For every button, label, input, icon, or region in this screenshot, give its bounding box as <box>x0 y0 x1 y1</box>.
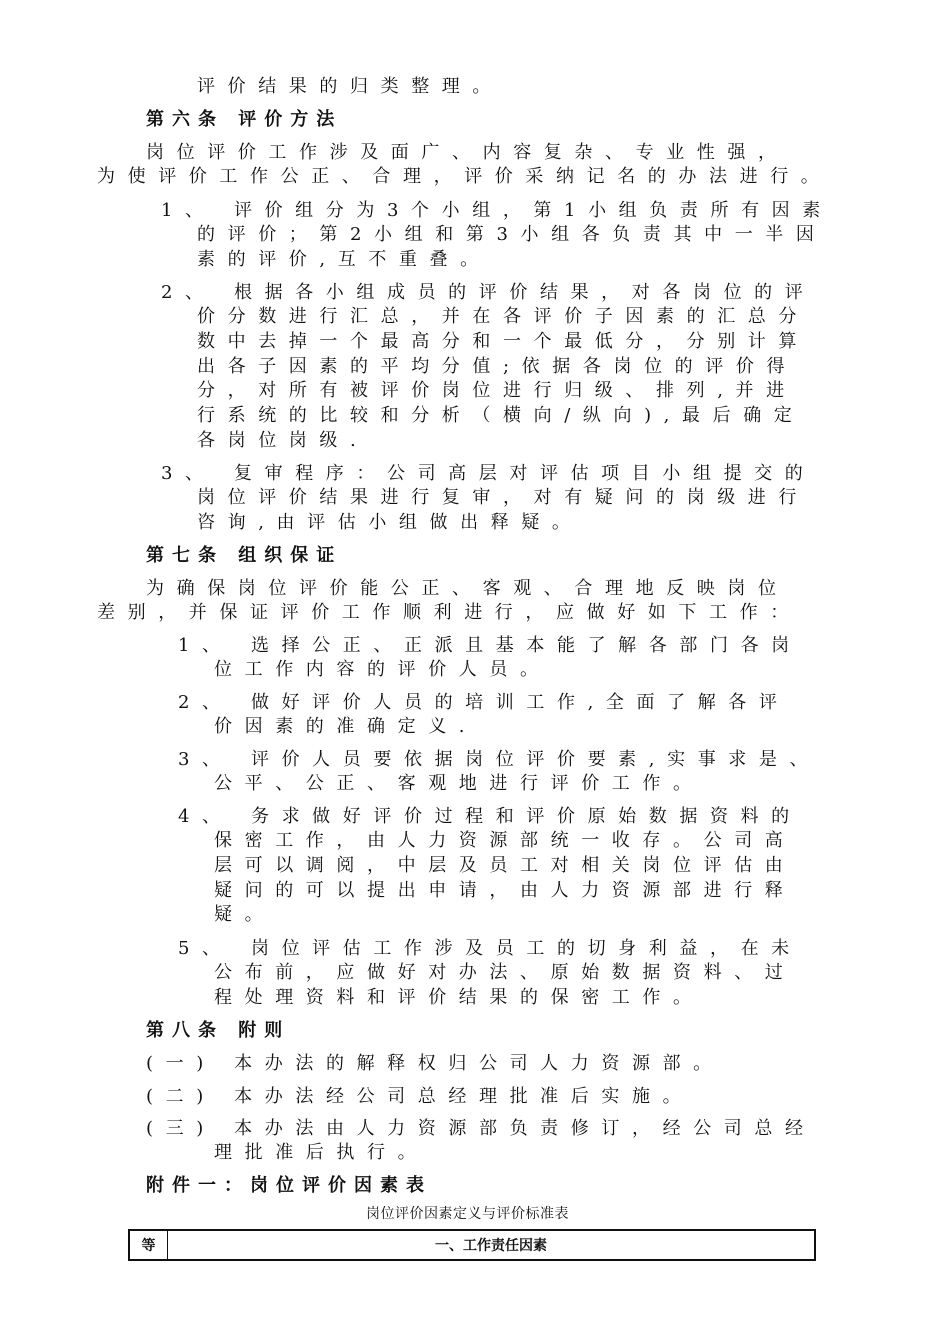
text-line: 各岗位岗级. <box>197 430 369 451</box>
factor-table <box>128 1229 816 1261</box>
text-line: 岗位评价工作涉及面广、内容复杂、专业性强， <box>146 142 789 163</box>
text-line: 价因素的准确定义. <box>214 716 478 737</box>
clause-item: (三) 本办法由人力资源部负责修订，经公司总经 <box>146 1118 816 1139</box>
text-line: 的评价；第2小组和第3小组各负责其中一半因 <box>197 224 827 245</box>
text-line: 疑。 <box>214 904 276 925</box>
text-line: 程处理资料和评价结果的保密工作。 <box>214 987 704 1008</box>
attachment-heading: 附件一：岗位评价因素表 <box>146 1175 432 1196</box>
text-line: 岗位评价结果进行复审，对有疑问的岗级进行 <box>197 487 809 508</box>
text-line: 素的评价,互不重叠。 <box>197 249 491 270</box>
list-item-text: 2、 做好评价人员的培训工作,全面了解各评 <box>178 692 790 713</box>
text-line: 数中去掉一个最高分和一个最低分，分别计算 <box>197 331 809 352</box>
list-item-text: 1、 评价组分为3个小组，第1小组负责所有因素 <box>161 200 833 221</box>
list-item-text: 1、 选择公正、正派且基本能了解各部门各岗 <box>178 635 802 656</box>
list-item-text: 2、 根据各小组成员的评价结果，对各岗位的评 <box>161 282 816 303</box>
text-line: 疑问的可以提出申请，由人力资源部进行释 <box>214 880 796 901</box>
section-heading-6: 第六条 评价方法 <box>146 109 343 130</box>
list-item-text: 4、 务求做好评价过程和评价原始数据资料的 <box>178 806 802 827</box>
text-line: 评价结果的归类整理。 <box>197 76 503 97</box>
section-heading-8: 第八条 附则 <box>146 1020 291 1041</box>
list-item-text: 3、 评价人员要依据岗位评价要素,实事求是、 <box>178 749 821 770</box>
text-line: 公平、公正、客观地进行评价工作。 <box>214 773 704 794</box>
text-line: 差别，并保证评价工作顺利进行，应做好如下工作： <box>97 602 801 623</box>
text-line: 分，对所有被评价岗位进行归级、排列,并进 <box>197 380 797 401</box>
text-line: 位工作内容的评价人员。 <box>214 659 551 680</box>
text-line: 咨询,由评估小组做出释疑。 <box>197 512 583 533</box>
text-line: 公布前，应做好对办法、原始数据资料、过 <box>214 962 796 983</box>
clause-item: (一) 本办法的解释权归公司人力资源部。 <box>146 1053 724 1074</box>
text-line: 层可以调阅，中层及员工对相关岗位评估由 <box>214 855 796 876</box>
list-item-text: 3、 复审程序：公司高层对评估项目小组提交的 <box>161 463 816 484</box>
text-line: 价分数进行汇总，并在各评价子因素的汇总分 <box>197 306 809 327</box>
text-line: 为确保岗位评价能公正、客观、合理地反映岗位 <box>146 578 789 599</box>
clause-item: (二) 本办法经公司总经理批准后实施。 <box>146 1086 694 1107</box>
text-line: 为使评价工作公正、合理，评价采纳记名的办法进行。 <box>97 166 832 187</box>
text-line: 理批准后执行。 <box>214 1142 429 1163</box>
section-heading-7: 第七条 组织保证 <box>146 545 343 566</box>
list-item-text: 5、 岗位评估工作涉及员工的切身利益，在未 <box>178 938 802 959</box>
text-line: 出各子因素的平均分值;依据各岗位的评价得 <box>197 356 798 377</box>
table-header-level: 等 <box>130 1231 168 1259</box>
table-caption: 岗位评价因素定义与评价标准表 <box>366 1206 569 1222</box>
text-line: 保密工作，由人力资源部统一收存。公司高 <box>214 830 796 851</box>
text-line: 行系统的比较和分析（横向/纵向),最后确定 <box>197 405 805 426</box>
table-header-factor: 一、工作责任因素 <box>435 1238 547 1254</box>
